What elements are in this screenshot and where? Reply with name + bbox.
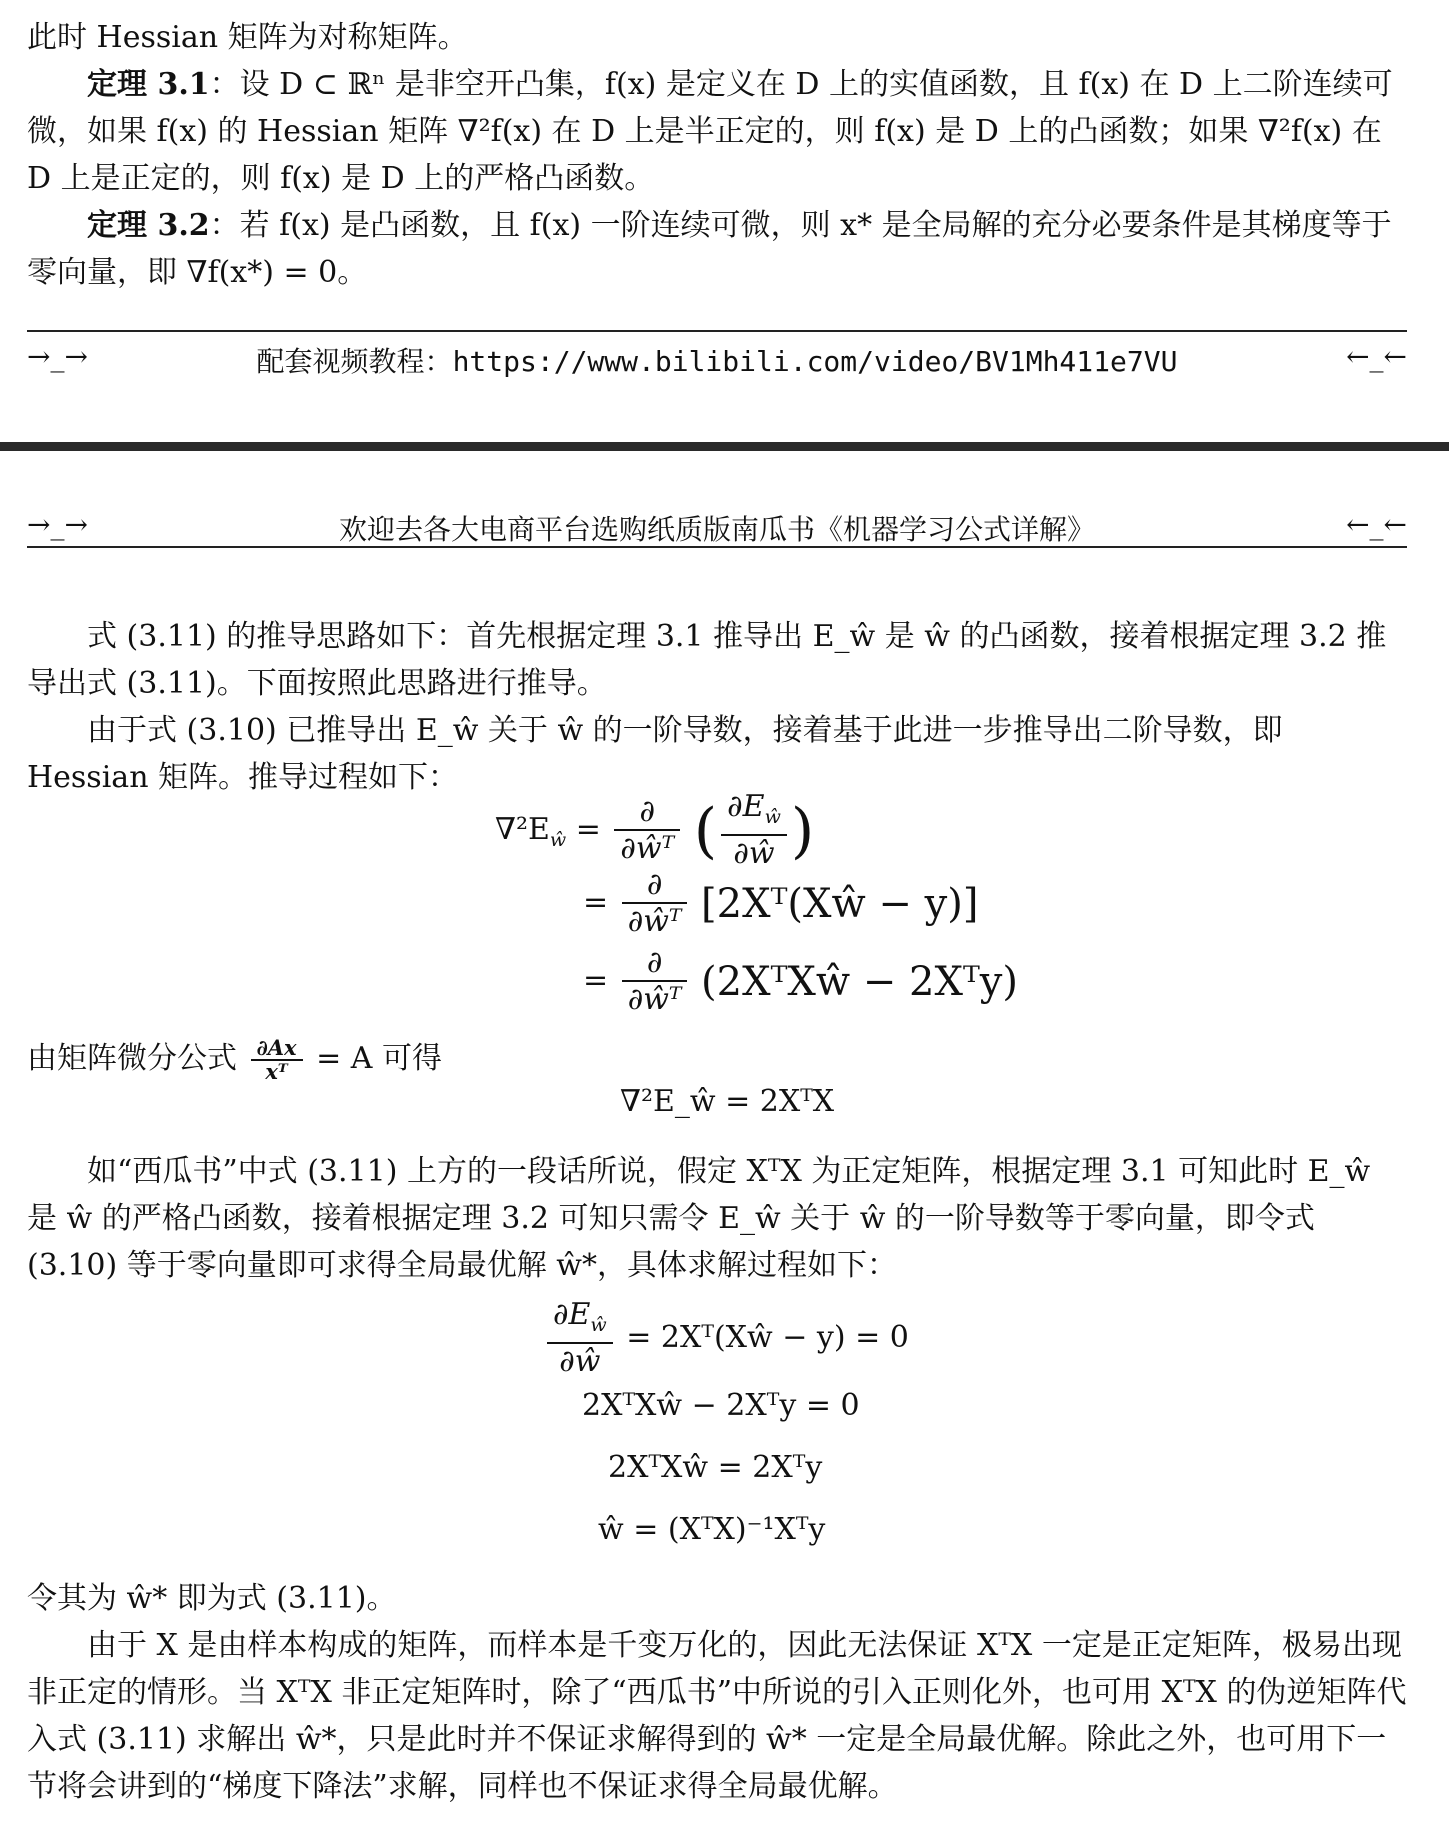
footer-right-arrows: ←_← [1346, 340, 1407, 373]
paragraph-positive-definite: 如“西瓜书”中式 (3.11) 上方的一段话所说，假定 XᵀX 为正定矩阵，根据定理 3.1 可知此时 E_ŵ 是 ŵ 的严格凸函数，接着根据定理 3.2 可知只需令 E_ŵ 关于 ŵ 的一阶导数等于零向量，即令式 (3.10) 等于零向量即可求得全局最优解 ŵ*，具体求解过程如下： [27, 1154, 1371, 1283]
eq1-line3-body: (2XᵀXŵ − 2Xᵀy) [701, 959, 1018, 1005]
footer-rule [27, 330, 1407, 332]
eq1-lhs: $\nabla^2E_ŵ$ [495, 812, 567, 851]
footer-left-arrows: →_→ [27, 340, 88, 373]
matrix-differential-line: 由矩阵微分公式 $\frac{\partial Ax}{\text{xᵀ}}$ = A 可得 [27, 1035, 442, 1084]
page-header [27, 508, 1407, 548]
footer-video-label: 配套视频教程： [256, 345, 453, 378]
equation-hessian-line1: $\nabla^2E_ŵ$ = $\frac{\partial}{\text{∂ŵᵀ}}$ ( $\frac{\partial E_ŵ}{\partial ŵ}$ ) [495, 789, 815, 871]
eq1-line3-frac: $\frac{\partial}{\text{∂ŵᵀ}}$ [622, 946, 688, 1018]
equation-rearrange: 2XᵀXŵ = 2Xᵀy [608, 1450, 823, 1485]
theorem-3-2 [27, 202, 1407, 296]
page-divider [0, 442, 1449, 451]
theorem-3-1-text: ：设 D ⊂ ℝⁿ 是非空开凸集，f(x) 是定义在 D 上的实值函数，且 f(x) 在 D 上二阶连续可微，如果 f(x) 的 Hessian 矩阵 ∇²f(x) 在 D 上是半正定的，则 f(x) 是 D 上的凸函数；如果 ∇²f(x) 在 D 上是正定的，则 f(x) 是 D 上的严格凸函数。 [27, 67, 1393, 196]
theorem-3-2-label: 定理 3.2 [87, 208, 210, 243]
theorem-3-2-text: ：若 f(x) 是凸函数，且 f(x) 一阶连续可微，则 x* 是全局解的充分必要条件是其梯度等于零向量，即 ∇f(x*) = 0。 [27, 208, 1392, 290]
intro-line: 此时 Hessian 矩阵为对称矩阵。 [27, 20, 468, 55]
equation-hessian-result: ∇²E_ŵ = 2XᵀX [620, 1084, 835, 1119]
page-footer [27, 340, 1407, 380]
paragraph-derivation-idea: 式 (3.11) 的推导思路如下：首先根据定理 3.1 推导出 E_ŵ 是 ŵ 的凸函数，接着根据定理 3.2 推导出式 (3.11)。下面按照此思路进行推导。 [27, 619, 1387, 701]
equation-hessian-line2: = $\frac{\partial}{\text{∂ŵᵀ}}$ [2Xᵀ(Xŵ − y)] [583, 867, 979, 939]
eq1-frac-outer: $\frac{\partial}{\text{∂ŵᵀ}}$ [614, 795, 680, 867]
equation-closed-form: ŵ = (XᵀX)⁻¹Xᵀy [598, 1512, 826, 1547]
paragraph-optimal-solution: 令其为 ŵ* 即为式 (3.11)。 [27, 1581, 397, 1616]
equation-expand: 2XᵀXŵ − 2Xᵀy = 0 [582, 1388, 860, 1423]
theorem-3-1-label: 定理 3.1 [87, 67, 210, 102]
paragraph-hessian-intro: 由于式 (3.10) 已推导出 E_ŵ 关于 ŵ 的一阶导数，接着基于此进一步推导出二阶导数，即 Hessian 矩阵。推导过程如下： [27, 713, 1283, 795]
header-right-arrows: ←_← [1346, 508, 1407, 541]
theorem-3-1 [27, 61, 1407, 202]
footer-center [27, 340, 1407, 380]
equation-hessian-line3: = $\frac{\partial}{\text{∂ŵᵀ}}$ (2XᵀXŵ − 2Xᵀy) [583, 945, 1018, 1017]
eq1-line2-frac: $\frac{\partial}{\text{∂ŵᵀ}}$ [622, 868, 688, 940]
header-rule [27, 546, 1407, 548]
eq1-line2-body: [2Xᵀ(Xŵ − y)] [701, 881, 979, 927]
matrix-differential-frac: $\frac{\partial Ax}{\text{xᵀ}}$ [251, 1037, 303, 1083]
equation-gradient-zero: $\frac{\partial E_ŵ}{\partial ŵ}$ = 2Xᵀ(Xŵ − y) = 0 [543, 1298, 909, 1380]
paragraph-pseudo-inverse: 由于 X 是由样本构成的矩阵，而样本是千变万化的，因此无法保证 XᵀX 一定是正定矩阵，极易出现非正定的情形。当 XᵀX 非正定矩阵时，除了“西瓜书”中所说的引入正则化外，也可用 XᵀX 的伪逆矩阵代入式 (3.11) 求解出 ŵ*，只是此时并不保证求解得到的 ŵ* 一定是全局最优解。除此之外，也可用下一节将会讲到的“梯度下降法”求解，同样也不保证求得全局最优解。 [27, 1628, 1407, 1804]
header-left-arrows: →_→ [27, 508, 88, 541]
header-center: 欢迎去各大电商平台选购纸质版南瓜书《机器学习公式详解》 [338, 513, 1095, 546]
eq1-frac-inner: $\frac{\partial E_ŵ}{\partial ŵ}$ [721, 790, 787, 872]
eq3-frac: $\frac{\partial E_ŵ}{\partial ŵ}$ [547, 1298, 613, 1380]
footer-video-link[interactable]: https://www.bilibili.com/video/BV1Mh411e7VU [452, 345, 1178, 378]
